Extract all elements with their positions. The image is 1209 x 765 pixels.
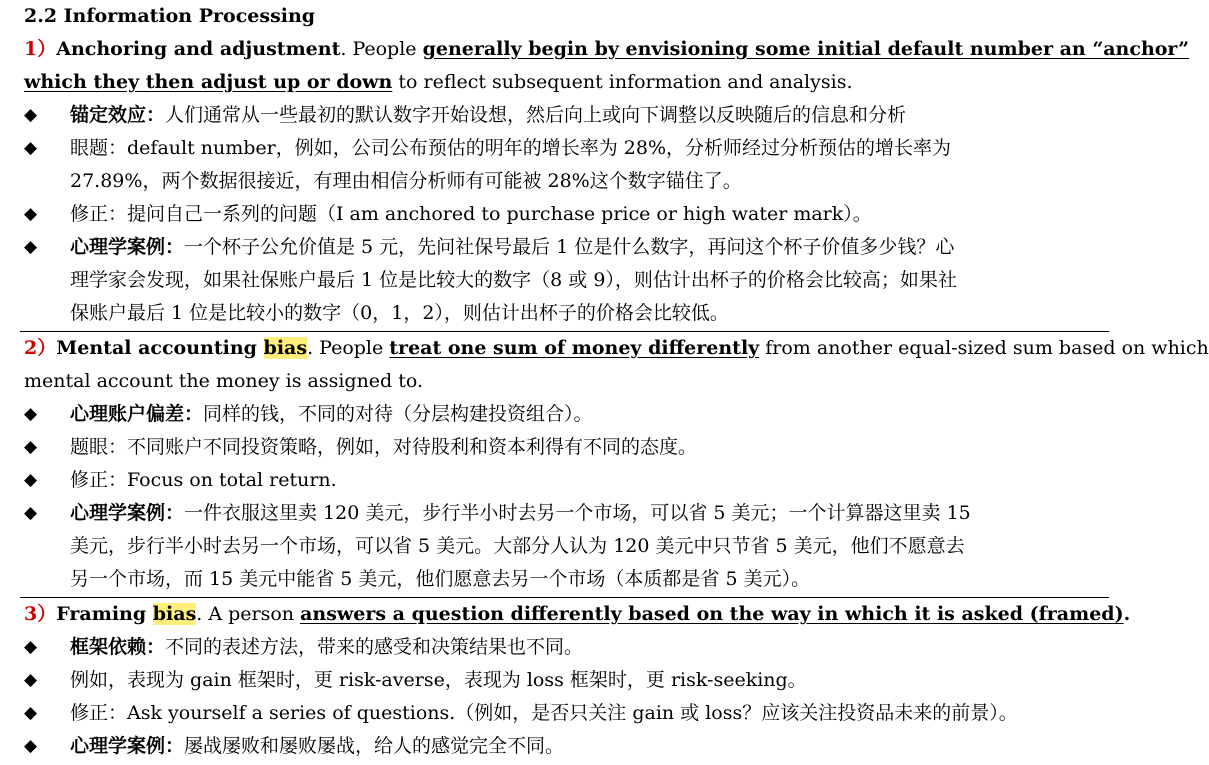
section-name: Anchoring and adjustment <box>56 38 341 60</box>
list-item <box>24 664 1105 697</box>
item-text: 人们通常从一些最初的默认数字开始设想，然后向上或向下调整以反映随后的信息和分析 <box>165 104 907 126</box>
diamond-bullet-icon: ◆ <box>24 637 38 657</box>
diamond-bullet-icon: ◆ <box>24 138 38 158</box>
list-item <box>24 132 1105 165</box>
item-continuation: 美元，步行半小时去另一个市场，可以省 5 美元。大部分人认为 120 美元中只节省 5 美元，他们不愿意去 <box>70 535 965 557</box>
diamond-bullet-icon: ◆ <box>24 736 38 756</box>
item-label: 框架依赖： <box>70 636 166 658</box>
diamond-bullet-icon: ◆ <box>24 237 38 257</box>
intro-continuation: mental account the money is assigned to. <box>24 370 424 392</box>
list-item <box>24 464 1105 497</box>
item-text: 题眼：不同账户不同投资策略，例如，对待股利和资本利得有不同的态度。 <box>70 436 698 458</box>
item-label: 锚定效应： <box>70 104 166 126</box>
section-name: Framing <box>56 603 153 625</box>
key-phrase: treat one sum of money differently <box>389 337 760 359</box>
intro-continuation <box>24 66 1105 99</box>
list-item <box>24 231 1105 264</box>
item-text: 不同的表述方法，带来的感受和决策结果也不同。 <box>165 636 584 658</box>
diamond-bullet-icon: ◆ <box>24 670 38 690</box>
intro-text: . <box>1123 603 1131 625</box>
item-label: 心理学案例： <box>70 502 185 524</box>
list-item <box>24 631 1105 664</box>
diamond-bullet-icon: ◆ <box>24 105 38 125</box>
item-text: 修正：提问自己一系列的问题（I am anchored to purchase price or high water mark）。 <box>70 203 872 225</box>
section-number: 1） <box>24 38 57 60</box>
item-text: 一件衣服这里卖 120 美元，步行半小时去另一个市场，可以省 5 美元；一个计算器这里卖 15 <box>184 502 971 524</box>
list-item <box>24 398 1105 431</box>
list-item <box>24 697 1105 730</box>
section-heading <box>24 598 1131 631</box>
diamond-bullet-icon: ◆ <box>24 204 38 224</box>
key-phrase: generally begin by envisioning some initial default number an “anchor” <box>422 38 1190 60</box>
key-phrase: which they then adjust up or down <box>24 71 393 93</box>
section-heading <box>24 332 1209 365</box>
item-text: 眼题：default number，例如，公司公布预估的明年的增长率为 28%，分析师经过分析预估的增长率为 <box>70 137 952 159</box>
item-continuation: 27.89%，两个数据很接近，有理由相信分析师有可能被 28%这个数字锚住了。 <box>70 170 742 192</box>
item-text: 例如，表现为 gain 框架时，更 risk-averse，表现为 loss 框架时，更 risk-seeking。 <box>70 669 807 691</box>
item-continuation: 另一个市场，而 15 美元中能省 5 美元，他们愿意去另一个市场（本质都是省 5 美元）。 <box>70 568 811 590</box>
intro-text: . A person <box>196 603 301 625</box>
item-text: 同样的钱，不同的对待（分层构建投资组合）。 <box>203 403 593 425</box>
section-title: 2.2 Information Processing <box>24 5 316 27</box>
item-label: 心理学案例： <box>70 735 185 757</box>
section-number: 3） <box>24 603 57 625</box>
intro-text: from another equal-sized sum based on which <box>759 337 1209 359</box>
section-number: 2） <box>24 337 57 359</box>
item-continuation: 保账户最后 1 位是比较小的数字（0，1，2），则估计出杯子的价格会比较低。 <box>70 302 729 324</box>
highlighted-term: bias <box>263 337 308 359</box>
diamond-bullet-icon: ◆ <box>24 437 38 457</box>
key-phrase: answers a question differently based on the way in which it is asked (framed) <box>300 603 1124 625</box>
diamond-bullet-icon: ◆ <box>24 503 38 523</box>
list-item <box>24 497 1105 530</box>
item-text: 一个杯子公允价值是 5 元，先问社保号最后 1 位是什么数字，再问这个杯子价值多少钱？心 <box>184 236 955 258</box>
diamond-bullet-icon: ◆ <box>24 470 38 490</box>
intro-text: to reflect subsequent information and analysis. <box>392 71 853 93</box>
item-text: 修正：Ask yourself a series of questions.（例如，是否只关注 gain 或 loss？应该关注投资品未来的前景）。 <box>70 702 1018 724</box>
item-text: 修正：Focus on total return. <box>70 469 337 491</box>
section-framing <box>24 598 1131 763</box>
section-anchoring <box>24 33 1190 330</box>
diamond-bullet-icon: ◆ <box>24 404 38 424</box>
section-heading <box>24 33 1190 66</box>
section-name: Mental accounting <box>56 337 264 359</box>
diamond-bullet-icon: ◆ <box>24 703 38 723</box>
intro-text: . People <box>340 38 423 60</box>
intro-text: . People <box>307 337 390 359</box>
section-mental-accounting <box>24 332 1209 596</box>
item-text: 屡战屡败和屡败屡战，给人的感觉完全不同。 <box>184 735 565 757</box>
highlighted-term: bias <box>152 603 197 625</box>
item-label: 心理账户偏差： <box>70 403 204 425</box>
item-continuation: 理学家会发现，如果社保账户最后 1 位是比较大的数字（8 或 9），则估计出杯子的价格会比较高；如果社 <box>70 269 957 291</box>
list-item <box>24 99 1105 132</box>
list-item <box>24 198 1105 231</box>
item-label: 心理学案例： <box>70 236 185 258</box>
list-item <box>24 730 1105 763</box>
list-item <box>24 431 1105 464</box>
